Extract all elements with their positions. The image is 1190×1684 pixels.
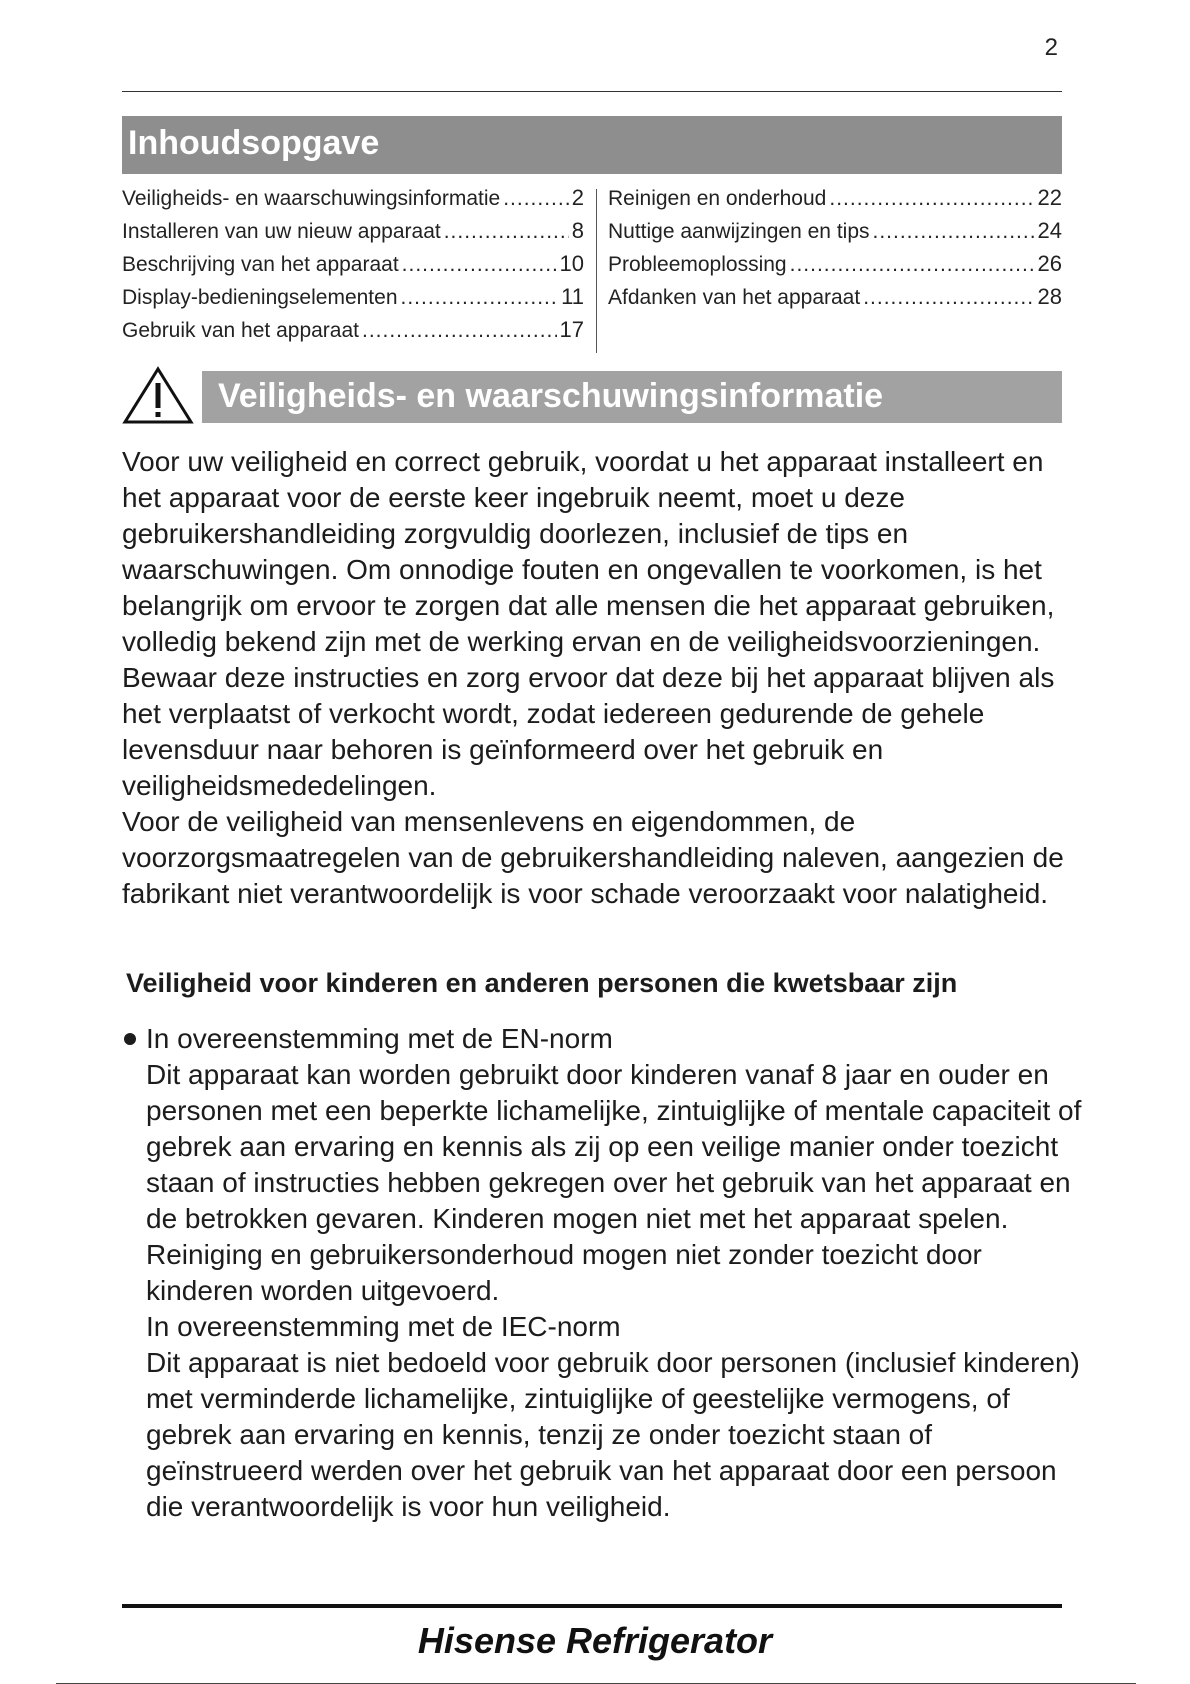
toc-column-right bbox=[608, 185, 1062, 317]
toc-leader-dots bbox=[444, 220, 569, 244]
toc-leader-dots bbox=[873, 220, 1035, 244]
toc-entry-page: 8 bbox=[571, 218, 584, 243]
toc-leader-dots bbox=[401, 286, 559, 310]
toc-entry-page: 22 bbox=[1037, 185, 1062, 210]
toc-leader-dots bbox=[829, 187, 1034, 211]
toc-entry-page: 17 bbox=[559, 317, 584, 342]
toc-entry-title: Display-bedieningselementen bbox=[122, 286, 398, 309]
toc-entry[interactable] bbox=[122, 284, 584, 317]
page-number: 2 bbox=[1044, 34, 1058, 61]
en-norm-text: Dit apparaat kan worden gebruikt door kinderen vanaf 8 jaar en ouder en personen met een beperkte lichamelijke, zintuiglijke of mentale capaciteit of gebrek aan ervaring en kennis als zij op een veilige manier onder toezicht staan of instructies hebben gekregen over het gebruik van het apparaat en de betrokken gevaren. Kinderen mogen niet met het apparaat spelen. Reiniging en gebruikersonderhoud mogen niet zonder toezicht door kinderen worden uitgevoerd. bbox=[146, 1059, 1082, 1306]
toc-entry[interactable] bbox=[122, 218, 584, 251]
toc-entry-title: Probleemoplossing bbox=[608, 253, 787, 276]
bullet-item bbox=[122, 1021, 1082, 1525]
intro-paragraph-2: Voor de veiligheid van mensenlevens en eigendommen, de voorzorgsmaatregelen van de gebruikershandleiding naleven, aangezien de fabrikant niet verantwoordelijk is voor schade veroorzaakt voor nalatigheid. bbox=[122, 806, 1064, 909]
toc-entry[interactable] bbox=[608, 284, 1062, 317]
iec-norm-text: Dit apparaat is niet bedoeld voor gebruik door personen (inclusief kinderen) met verminderde lichamelijke, zintuiglijke of geestelijke vermogens, of gebrek aan ervaring en kennis, tenzij ze onder toezicht staan of geïnstrueerd werden over het gebruik van het apparaat door een persoon die verantwoordelijk is voor hun veiligheid. bbox=[146, 1347, 1080, 1522]
toc-entry-page: 11 bbox=[561, 284, 584, 309]
toc-entry[interactable] bbox=[608, 218, 1062, 251]
toc-header bbox=[122, 116, 1062, 174]
toc-entry-title: Reinigen en onderhoud bbox=[608, 187, 827, 210]
table-of-contents bbox=[122, 185, 1062, 355]
brand-footer: Hisense Refrigerator bbox=[417, 1620, 773, 1661]
toc-entry-title: Beschrijving van het apparaat bbox=[122, 253, 399, 276]
subsection-heading: Veiligheid voor kinderen en anderen personen die kwetsbaar zijn bbox=[126, 968, 958, 998]
bullet-text bbox=[146, 1021, 1082, 1525]
toc-entry-page: 26 bbox=[1037, 251, 1062, 276]
toc-entry-title: Installeren van uw nieuw apparaat bbox=[122, 220, 441, 243]
en-norm-title: In overeenstemming met de EN-norm bbox=[146, 1023, 613, 1054]
toc-entry[interactable] bbox=[122, 185, 584, 218]
toc-entry-page: 24 bbox=[1037, 218, 1062, 243]
toc-entry-title: Nuttige aanwijzingen en tips bbox=[608, 220, 870, 243]
toc-leader-dots bbox=[402, 253, 557, 277]
section-title: Veiligheids- en waarschuwingsinformatie bbox=[218, 377, 884, 415]
bullet-icon bbox=[124, 1033, 136, 1045]
toc-leader-dots bbox=[362, 319, 557, 343]
iec-norm-title: In overeenstemming met de IEC-norm bbox=[146, 1311, 621, 1342]
toc-entry-title: Afdanken van het apparaat bbox=[608, 286, 861, 309]
toc-entry-title: Gebruik van het apparaat bbox=[122, 319, 359, 342]
toc-entry[interactable] bbox=[122, 317, 584, 350]
toc-entry-title: Veiligheids- en waarschuwingsinformatie bbox=[122, 187, 501, 210]
intro-paragraph: Voor uw veiligheid en correct gebruik, voordat u het apparaat installeert en het apparaat voor de eerste keer ingebruik neemt, moet u deze gebruikershandleiding zorgvuldig doorlezen, inclusief de tips en waarschuwingen. Om onnodige fouten en ongevallen te voorkomen, is het belangrijk om ervoor te zorgen dat alle mensen die het apparaat gebruiken, volledig bekend zijn met de werking ervan en de veiligheidsvoorzieningen. Bewaar deze instructies en zorg ervoor dat deze bij het apparaat blijven als het verplaatst of verkocht wordt, zodat iedereen gedurende de gehele levensduur naar behoren is geïnformeerd over het gebruik en veiligheidsmededelingen. bbox=[122, 446, 1055, 801]
toc-column-left bbox=[122, 185, 584, 350]
toc-leader-dots bbox=[790, 253, 1035, 277]
toc-entry[interactable] bbox=[608, 251, 1062, 284]
toc-entry[interactable] bbox=[608, 185, 1062, 218]
toc-entry-page: 28 bbox=[1037, 284, 1062, 309]
warning-icon bbox=[122, 366, 194, 424]
toc-entry[interactable] bbox=[122, 251, 584, 284]
bottom-divider bbox=[122, 1604, 1062, 1608]
toc-entry-page: 2 bbox=[571, 185, 584, 210]
toc-leader-dots bbox=[863, 286, 1034, 310]
toc-column-divider bbox=[596, 189, 597, 353]
toc-entry-page: 10 bbox=[559, 251, 584, 276]
top-divider bbox=[122, 91, 1062, 92]
toc-leader-dots bbox=[503, 187, 569, 211]
toc-title: Inhoudsopgave bbox=[128, 124, 380, 162]
section-header bbox=[202, 371, 1062, 423]
